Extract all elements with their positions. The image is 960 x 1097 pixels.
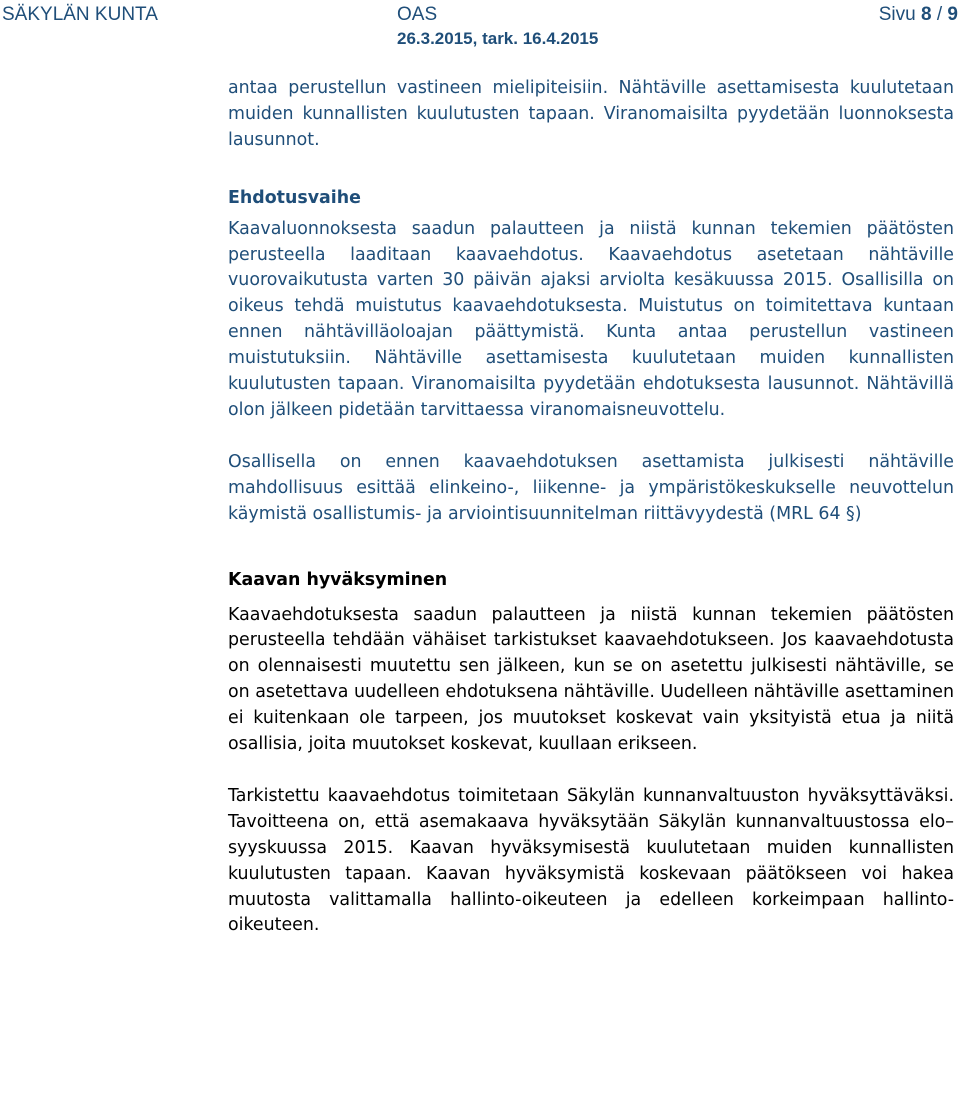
page-current: 8 <box>921 4 932 25</box>
organization-name: SÄKYLÄN KUNTA <box>2 4 158 25</box>
hyvaksyminen-paragraph: Kaavaehdotuksesta saadun palautteen ja niistä kunnan tekemien päätösten perusteella tehdään vähäiset tarkistukset kaavaehdotukseen. Jos kaavaehdotusta on olennaisesti muutettu sen jälkeen, kun se on asetettu julkisesti nähtäville, se on asetettava uudelleen ehdotuksena nähtäville. Uudelleen nähtäville asettaminen ei kuitenkaan ole tarpeen, jos muutokset koskevat vain yksityistä etua ja niitä osallisia, joita muutokset koskevat, kuullaan erikseen. <box>228 604 954 755</box>
document-date: 26.3.2015, tark. 16.4.2015 <box>397 29 599 48</box>
osallisella-paragraph: Osallisella on ennen kaavaehdotuksen asettamista julkisesti nähtäville mahdollisuus esittää elinkeino-, liikenne- ja ympäristökeskukselle neuvottelun käymistä osallistumis- ja arviointisuunnitelman riittävyydestä (MRL 64 §) <box>228 451 954 524</box>
intro-paragraph: antaa perustellun vastineen mielipiteisiin. Nähtäville asettamisesta kuulutetaan muiden kunnallisten kuulutusten tapaan. Viranomaisilta pyydetään luonnoksesta lausunnot. <box>228 78 954 150</box>
page-header <box>0 0 960 52</box>
page-total: 9 <box>947 4 958 25</box>
tarkistettu-paragraph: Tarkistettu kaavaehdotus toimitetaan Säkylän kunnanvaltuuston hyväksyttäväksi. Tavoitteena on, että asemakaava hyväksytään Säkylän kunnanvaltuustossa elo–syyskuussa 2015. Kaavan hyväksymisestä kuulutetaan muiden kunnallisten kuulutusten tapaan. Kaavan hyväksymistä koskevaan päätökseen voi hakea muutosta valittamalla hallinto-oikeuteen ja edelleen korkeimpaan hallinto-oikeuteen. <box>228 785 954 936</box>
hyvaksyminen-heading: Kaavan hyväksyminen <box>228 569 448 590</box>
document-title: OAS <box>397 4 438 25</box>
ehdotusvaihe-paragraph: Kaavaluonnoksesta saadun palautteen ja niistä kunnan tekemien päätösten perusteella laaditaan kaavaehdotus. Kaavaehdotus asetetaan nähtäville vuorovaikutusta varten 30 päivän ajaksi arviolta kesäkuussa 2015. Osallisilla on oikeus tehdä muistutus kaavaehdotuksesta. Muistutus on toimitettava kuntaan ennen nähtävilläoloajan päättymistä. Kunta antaa perustellun vastineen muistutuksiin. Nähtäville asettamisesta kuulutetaan muiden kunnallisten kuulutusten tapaan. Viranomaisilta pyydetään ehdotuksesta lausunnot. Nähtävillä olon jälkeen pidetään tarvittaessa viranomaisneuvottelu. <box>228 218 954 420</box>
document-body <box>228 76 954 939</box>
page-number <box>879 4 958 26</box>
ehdotusvaihe-heading: Ehdotusvaihe <box>228 187 361 208</box>
page-separator: / <box>931 4 948 25</box>
page-prefix: Sivu <box>878 4 921 25</box>
